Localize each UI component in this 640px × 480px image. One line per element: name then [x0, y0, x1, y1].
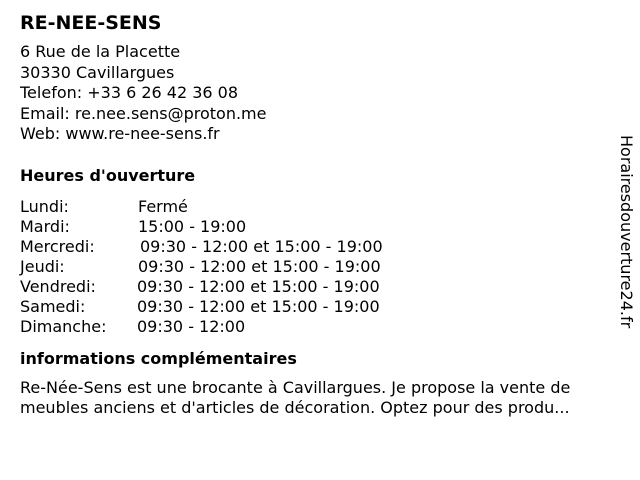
email-address: Email: re.nee.sens@proton.me — [20, 103, 267, 123]
day-label: Samedi: — [20, 296, 86, 316]
time-value: 09:30 - 12:00 — [137, 316, 246, 336]
day-label: Mercredi: — [20, 236, 95, 256]
hours-row-dimanche — [20, 317, 620, 337]
time-value: Fermé — [138, 196, 188, 216]
day-label: Dimanche: — [20, 316, 107, 336]
info-heading: informations complémentaires — [20, 348, 297, 368]
time-value: 15:00 - 19:00 — [138, 216, 247, 236]
hours-row-mercredi — [20, 237, 620, 257]
hours-row-mardi — [20, 217, 620, 237]
day-label: Lundi: — [20, 196, 69, 216]
site-watermark: Horairesdouverture24.fr — [617, 135, 636, 329]
day-label: Vendredi: — [20, 276, 96, 296]
day-label: Jeudi: — [20, 256, 65, 276]
address-street: 6 Rue de la Placette — [20, 42, 181, 61]
phone-number: Telefon: +33 6 26 42 36 08 — [20, 83, 239, 102]
hours-heading: Heures d'ouverture — [20, 165, 196, 185]
day-label: Mardi: — [20, 216, 70, 236]
hours-row-lundi — [20, 197, 620, 217]
time-value: 09:30 - 12:00 et 15:00 - 19:00 — [137, 296, 380, 316]
business-name: RE-NEE-SENS — [20, 12, 162, 34]
time-value: 09:30 - 12:00 et 15:00 - 19:00 — [140, 236, 383, 256]
business-description: Re-Née-Sens est une brocante à Cavillargues. Je propose la vente de meubles anciens et d'articles de décoration. Optez pour des produ... — [20, 377, 571, 417]
hours-row-jeudi — [20, 257, 620, 277]
website-url: Web: www.re-nee-sens.fr — [20, 124, 220, 143]
business-card — [20, 10, 620, 419]
opening-hours-list — [20, 197, 620, 337]
hours-row-vendredi — [20, 277, 620, 297]
time-value: 09:30 - 12:00 et 15:00 - 19:00 — [138, 256, 381, 276]
time-value: 09:30 - 12:00 et 15:00 - 19:00 — [137, 276, 380, 296]
contact-block — [20, 42, 620, 145]
address-city: 30330 Cavillargues — [20, 62, 175, 82]
hours-row-samedi — [20, 297, 620, 317]
